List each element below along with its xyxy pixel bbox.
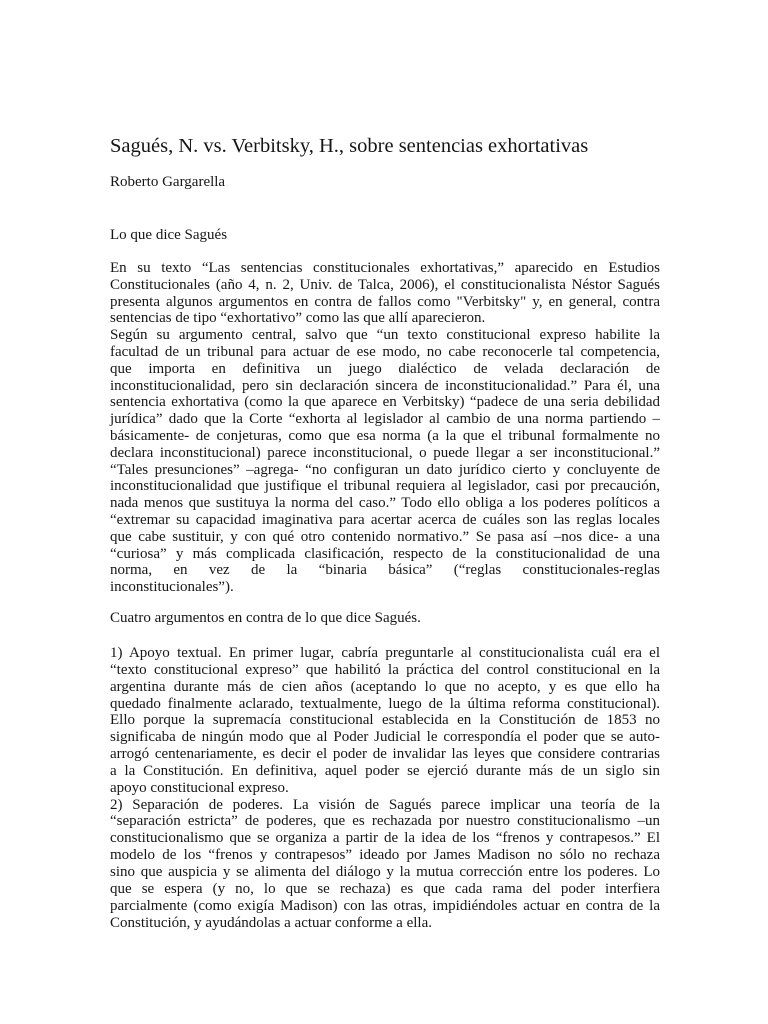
paragraph xyxy=(110,797,660,932)
text-line: 2) Separación de poderes. La visión de Sagués parece implicar una teoría de la xyxy=(110,796,660,813)
text-line: argentina durante más de cien años (aceptando lo que no acepto, y es que ello ha xyxy=(110,678,660,695)
text-line: quedado finalmente aclarado, textualmente, luego de la última reforma constitucional). xyxy=(110,695,660,712)
text-line: norma, en vez de la “binaria básica” (“reglas constitucionales-reglas xyxy=(110,562,660,579)
text-line: a la Constitución. En definitiva, aquel poder se ejerció durante más de un siglo sin xyxy=(110,762,660,779)
text-line: Constitución, y ayudándolas a actuar conforme a ella. xyxy=(110,914,432,931)
text-line: presenta algunos argumentos en contra de fallos como "Verbitsky" y, en general, contra xyxy=(110,293,660,310)
text-line: En su texto “Las sentencias constitucionales exhortativas,” aparecido en Estudios xyxy=(110,260,660,276)
text-line: “texto constitucional expreso” que habilitó la práctica del control constitucional en la xyxy=(110,661,660,678)
text-line: constitucionalismo que se organiza a partir de la idea de los “frenos y contrapesos.” El xyxy=(110,830,660,847)
text-line: “extremar su capacidad imaginativa para acertar acerca de cuáles son las reglas locales xyxy=(110,511,660,528)
text-line: facultad de un tribunal para actuar de ese modo, no cabe reconocerle tal competencia, xyxy=(110,343,660,360)
section-body xyxy=(110,260,660,596)
text-line: Según su argumento central, salvo que “un texto constitucional expreso habilite la xyxy=(110,327,660,344)
text-line: Constitucionales (año 4, n. 2, Univ. de Talca, 2006), el constitucionalista Néstor Sagués xyxy=(110,276,660,293)
text-line: arrogó centenariamente, es decir el poder de invalidar las leyes que considere contrarias xyxy=(110,746,660,763)
text-line: sentencias de tipo “exhortativo” como las que allí aparecieron. xyxy=(110,310,486,327)
text-line: “Tales presunciones” –agrega- “no configuran un dato jurídico cierto y concluyente de xyxy=(110,461,660,478)
text-line: Ello porque la supremacía constitucional establecida en la Constitución de 1853 no xyxy=(110,712,660,729)
text-line: “separación estricta” de poderes, que es rechazada por nuestro constitucionalismo –un xyxy=(110,813,660,830)
section-heading: Cuatro argumentos en contra de lo que dice Sagués. xyxy=(110,610,421,626)
text-line: básicamente- de conjeturas, como que esa norma (a la que el tribunal formalmente no xyxy=(110,427,660,444)
text-line: 1) Apoyo textual. En primer lugar, cabría preguntarle al constitucionalista cuál era el xyxy=(110,645,660,661)
text-line: sentencia exhortativa (como la que aparece en Verbitsky) “padece de una seria debilidad xyxy=(110,394,660,411)
text-line: jurídica” dado que la Corte “exhorta al legislador al cambio de una norma partiendo – xyxy=(110,411,660,428)
section-heading: Lo que dice Sagués xyxy=(110,227,228,243)
paragraph xyxy=(110,645,660,797)
author-name: Roberto Gargarella xyxy=(110,174,226,190)
text-line: que se espera (y no, lo que se rechaza) es que cada rama del poder interfiera xyxy=(110,880,660,897)
text-line: sino que auspicia y se alimenta del diálogo y la mutua corrección entre los poderes. Lo xyxy=(110,863,660,880)
text-line: “curiosa” y más complicada clasificación, respecto de la constitucionalidad de una xyxy=(110,545,660,562)
text-line: parcialmente (como exigía Madison) con las otras, impidiéndoles actuar en contra de la xyxy=(110,897,660,914)
document-title: Sagués, N. vs. Verbitsky, H., sobre sentencias exhortativas xyxy=(110,135,589,157)
text-line: nada menos que sustituya la norma del caso.” Todo ello obliga a los poderes políticos a xyxy=(110,495,660,512)
text-line: modelo de los “frenos y contrapesos” ideado por James Madison no sólo no rechaza xyxy=(110,847,660,864)
text-line: significaba de ningún modo que al Poder Judicial le correspondía el poder que se auto- xyxy=(110,729,660,746)
text-line: apoyo constitucional expreso. xyxy=(110,779,289,796)
paragraph xyxy=(110,260,660,327)
text-line: que importa en definitiva un juego dialéctico de velada declaración de xyxy=(110,360,660,377)
text-line: inconstitucionalidad, pero sin declaración sincera de inconstitucionalidad.” Para él, una xyxy=(110,377,660,394)
section-body xyxy=(110,645,660,931)
paragraph xyxy=(110,327,660,596)
text-line: que cabe sustituir, y con qué otro contenido normativo.” Se pasa así –nos dice- a una xyxy=(110,528,660,545)
text-line: inconstitucionales”). xyxy=(110,579,234,596)
text-line: declara inconstitucional) parece inconstitucional, o puede llegar a ser inconstitucional.” xyxy=(110,444,660,461)
text-line: inconstitucionalidad que justifique el tribunal requiera al legislador, casi por precaución, xyxy=(110,478,660,495)
